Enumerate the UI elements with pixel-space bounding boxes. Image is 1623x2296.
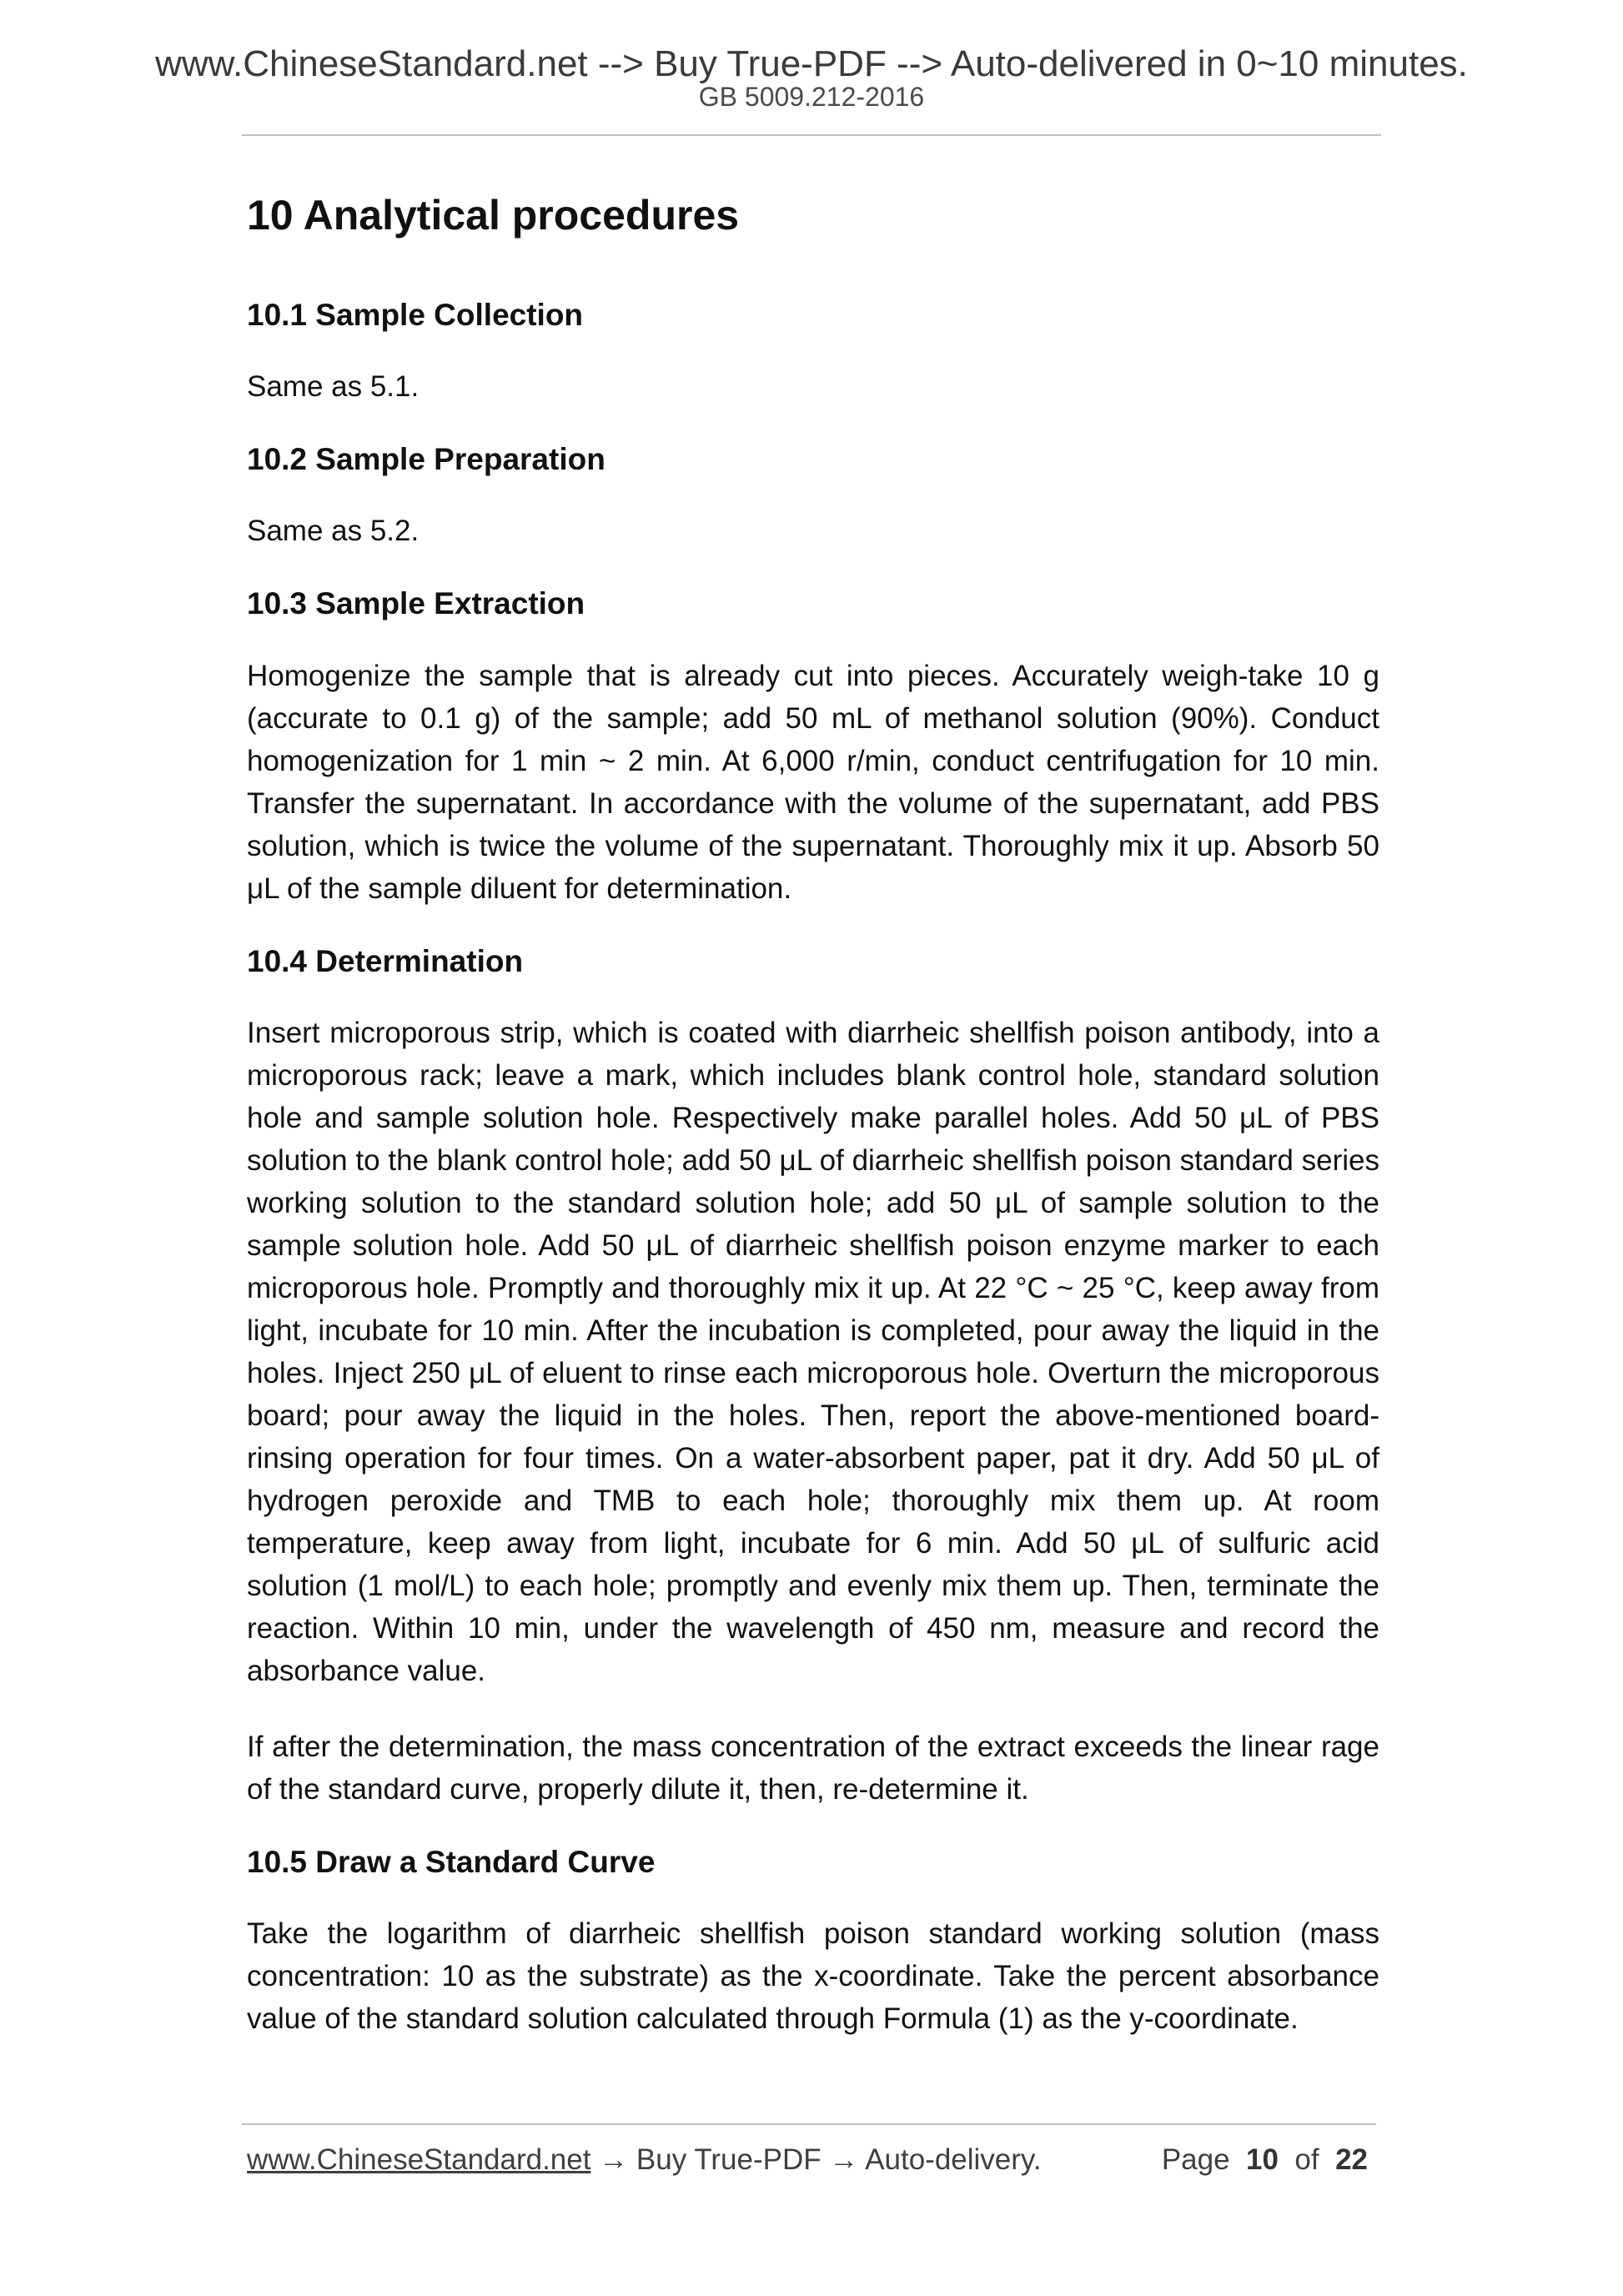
section-heading-10-3: 10.3 Sample Extraction [247,586,585,621]
document-code: GB 5009.212-2016 [698,82,925,112]
page-content [247,192,1379,2073]
paragraph: Same as 5.2. [247,515,420,548]
page-total: 22 [1335,2143,1368,2176]
paragraph: Homogenize the sample that is already cut into pieces. Accurately weigh-take 10 g (accurate to 0.1 g) of the sample; add 50 mL of methanol solution (90%). Conduct homogenization for 1 min ~ 2 min. At 6,000 r/min, conduct centrifugation for 10 min. Transfer the supernatant. In accordance with the volume of the supernatant, add PBS solution, which is twice the volume of the supernatant. Thoroughly mix it up. Absorb 50 μL of the sample diluent for determination. [247,659,1379,905]
page-current: 10 [1246,2143,1279,2176]
page-of-label: of [1294,2143,1319,2176]
page-footer [247,2143,1379,2185]
page-number [1162,2143,1368,2177]
section-heading-10-2: 10.2 Sample Preparation [247,441,605,476]
footer-divider [242,2123,1376,2125]
paragraph: Take the logarithm of diarrheic shellfish poison standard working solution (mass concentration: 10 as the substrate) as the x-coordinate. Take the percent absorbance value of the standard solution calculated through Formula (1) as the y-coordinate. [247,1917,1379,2036]
paragraph: Insert microporous strip, which is coated with diarrheic shellfish poison antibody, into a microporous rack; leave a mark, which includes blank control hole, standard solution hole and sample solution hole. Respectively make parallel holes. Add 50 μL of PBS solution to the blank control hole; add 50 μL of diarrheic shellfish poison standard series working solution to the standard solution hole; add 50 μL of sample solution to the sample solution hole. Add 50 μL of diarrheic shellfish poison enzyme marker to each microporous hole. Promptly and thoroughly mix it up. At 22 °C ~ 25 °C, keep away from light, incubate for 10 min. After the incubation is completed, pour away the liquid in the holes. Inject 250 μL of eluent to rinse each microporous hole. Overturn the microporous board; pour away the liquid in the holes. Then, report the above-mentioned board-rinsing operation for four times. On a water-absorbent paper, pat it dry. Add 50 μL of hydrogen peroxide and TMB to each hole; thoroughly mix them up. At room temperature, keep away from light, incubate for 6 min. Add 50 μL of sulfuric acid solution (1 mol/L) to each hole; promptly and evenly mix them up. Then, terminate the reaction. Within 10 min, under the wavelength of 450 nm, measure and record the absorbance value. [247,1017,1379,1688]
section-heading-10-4: 10.4 Determination [247,943,524,978]
section-heading-10-5: 10.5 Draw a Standard Curve [247,1845,656,1880]
footer-tagline: → Buy True-PDF → Auto-delivery. [590,2143,1042,2176]
top-banner: www.ChineseStandard.net --> Buy True-PDF --> Auto-delivered in 0~10 minutes. [155,43,1468,84]
header-divider [242,134,1381,136]
section-heading-10-1: 10.1 Sample Collection [247,297,584,332]
page-title: 10 Analytical procedures [247,192,740,239]
footer-site-link[interactable]: www.ChineseStandard.net [247,2143,591,2176]
footer-left [247,2143,1042,2177]
paragraph: Same as 5.1. [247,369,420,403]
paragraph: If after the determination, the mass concentration of the extract exceeds the linear rage of the standard curve, properly dilute it, then, re-determine it. [247,1731,1379,1806]
page-label: Page [1161,2143,1230,2176]
